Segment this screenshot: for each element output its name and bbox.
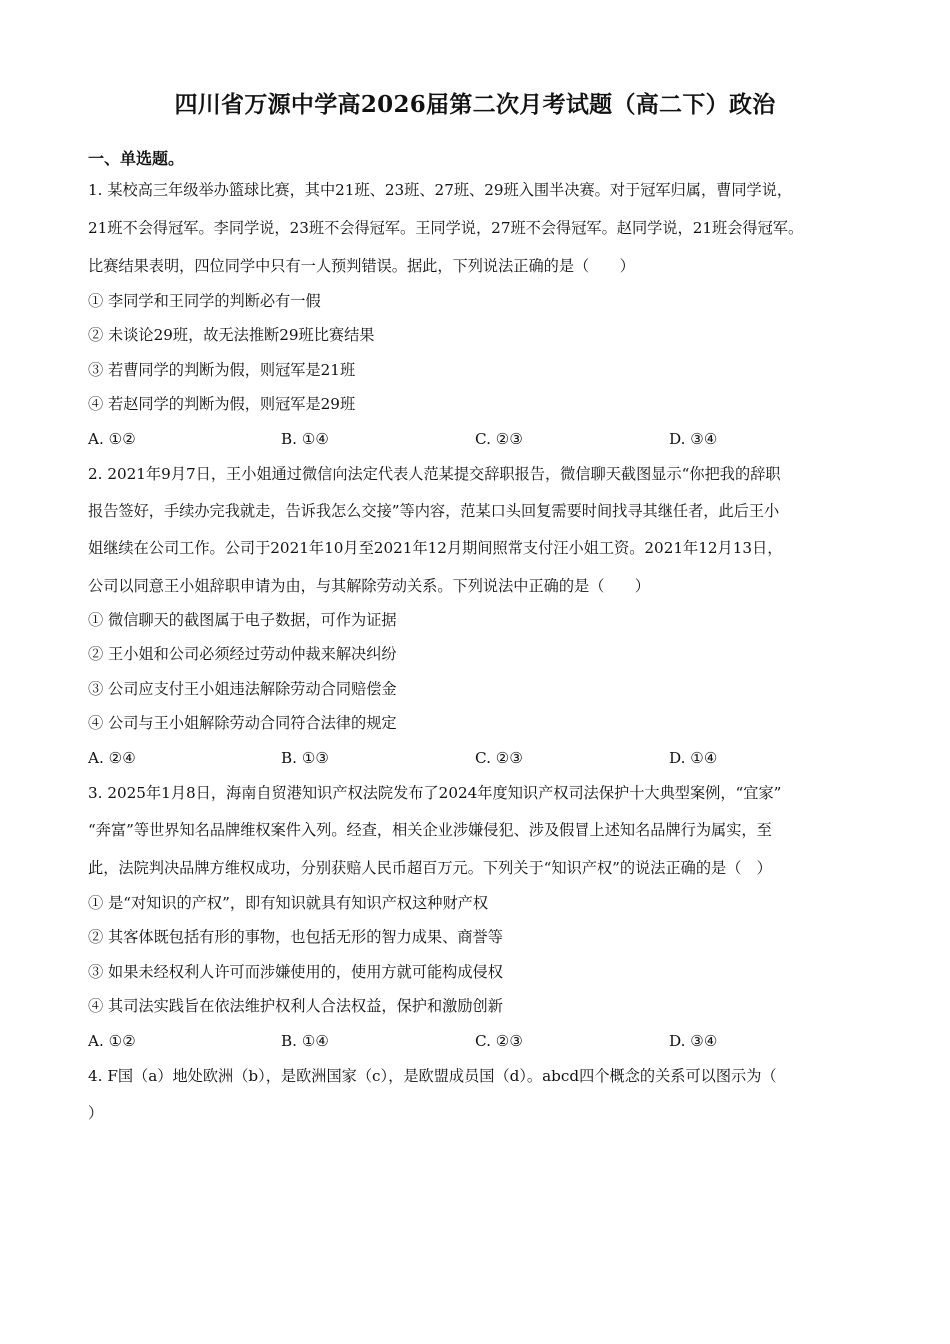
question-1-line-3: 比赛结果表明，四位同学中只有一人预判错误。据此，下列说法正确的是（ ） bbox=[88, 257, 635, 275]
question-3-statement-4: ④ 其司法实践旨在依法维护权利人合法权益，保护和激励创新 bbox=[88, 997, 503, 1015]
question-2-statement-4: ④ 公司与王小姐解除劳动合同符合法律的规定 bbox=[88, 714, 397, 732]
question-2-option-a: A. ②④ bbox=[88, 749, 136, 767]
question-3-option-d: D. ③④ bbox=[669, 1032, 718, 1050]
question-3-option-c: C. ②③ bbox=[475, 1032, 523, 1050]
question-2-statement-2: ② 王小姐和公司必须经过劳动仲裁来解决纠纷 bbox=[88, 645, 397, 663]
question-3-line-1: 3. 2025年1月8日，海南自贸港知识产权法院发布了2024年度知识产权司法保护十大典型案例，“宜家” bbox=[88, 784, 782, 802]
question-1-option-c: C. ②③ bbox=[475, 430, 523, 448]
question-2-option-d: D. ①④ bbox=[669, 749, 718, 767]
question-2-statement-1: ① 微信聊天的截图属于电子数据，可作为证据 bbox=[88, 611, 397, 629]
question-3-statement-1: ① 是“对知识的产权”，即有知识就具有知识产权这种财产权 bbox=[88, 894, 489, 912]
question-1-statement-3: ③ 若曹同学的判断为假，则冠军是21班 bbox=[88, 361, 356, 379]
question-3-line-2: “奔富”等世界知名品牌维权案件入列。经查，相关企业涉嫌侵犯、涉及假冒上述知名品牌行为属实，至 bbox=[88, 821, 772, 839]
question-2-line-1: 2. 2021年9月7日，王小姐通过微信向法定代表人范某提交辞职报告，微信聊天截图显示“你把我的辞职 bbox=[88, 465, 781, 483]
question-1-option-b: B. ①④ bbox=[281, 430, 330, 448]
question-2-line-3: 姐继续在公司工作。公司于2021年10月至2021年12月期间照常支付汪小姐工资。2021年12月13日， bbox=[88, 539, 783, 557]
question-3-statement-3: ③ 如果未经权利人许可而涉嫌使用的，使用方就可能构成侵权 bbox=[88, 963, 503, 981]
question-4-line-2: ） bbox=[88, 1104, 104, 1122]
question-2-line-4: 公司以同意王小姐辞职申请为由，与其解除劳动关系。下列说法中正确的是（ ） bbox=[88, 577, 650, 595]
question-4-line-1: 4. F国（a）地处欧洲（b），是欧洲国家（c），是欧盟成员国（d）。abcd四个概念的关系可以图示为（ bbox=[88, 1067, 777, 1085]
question-1-statement-1: ① 李同学和王同学的判断必有一假 bbox=[88, 292, 321, 310]
question-1-line-1: 1. 某校高三年级举办篮球比赛，其中21班、23班、27班、29班入围半决赛。对于冠军归属，曹同学说， bbox=[88, 181, 793, 199]
question-1-statement-2: ② 未谈论29班，故无法推断29班比赛结果 bbox=[88, 326, 375, 344]
question-1-line-2: 21班不会得冠军。李同学说，23班不会得冠军。王同学说，27班不会得冠军。赵同学说，21班会得冠军。 bbox=[88, 219, 804, 237]
question-2-option-c: C. ②③ bbox=[475, 749, 523, 767]
page-title: 四川省万源中学高2026届第二次月考试题（高二下）政治 bbox=[174, 91, 776, 118]
question-1-option-d: D. ③④ bbox=[669, 430, 718, 448]
section-heading: 一、单选题。 bbox=[88, 149, 185, 168]
question-3-line-3: 此，法院判决品牌方维权成功，分别获赔人民币超百万元。下列关于“知识产权”的说法正确的是（ ） bbox=[88, 859, 772, 877]
question-3-option-a: A. ①② bbox=[88, 1032, 136, 1050]
question-2-line-2: 报告签好，手续办完我就走，告诉我怎么交接”等内容，范某口头回复需要时间找寻其继任者，此后王小 bbox=[88, 502, 780, 520]
question-2-statement-3: ③ 公司应支付王小姐违法解除劳动合同赔偿金 bbox=[88, 680, 397, 698]
question-3-statement-2: ② 其客体既包括有形的事物，也包括无形的智力成果、商誉等 bbox=[88, 928, 503, 946]
question-1-option-a: A. ①② bbox=[88, 430, 136, 448]
question-2-option-b: B. ①③ bbox=[281, 749, 330, 767]
question-1-statement-4: ④ 若赵同学的判断为假，则冠军是29班 bbox=[88, 395, 356, 413]
question-3-option-b: B. ①④ bbox=[281, 1032, 330, 1050]
